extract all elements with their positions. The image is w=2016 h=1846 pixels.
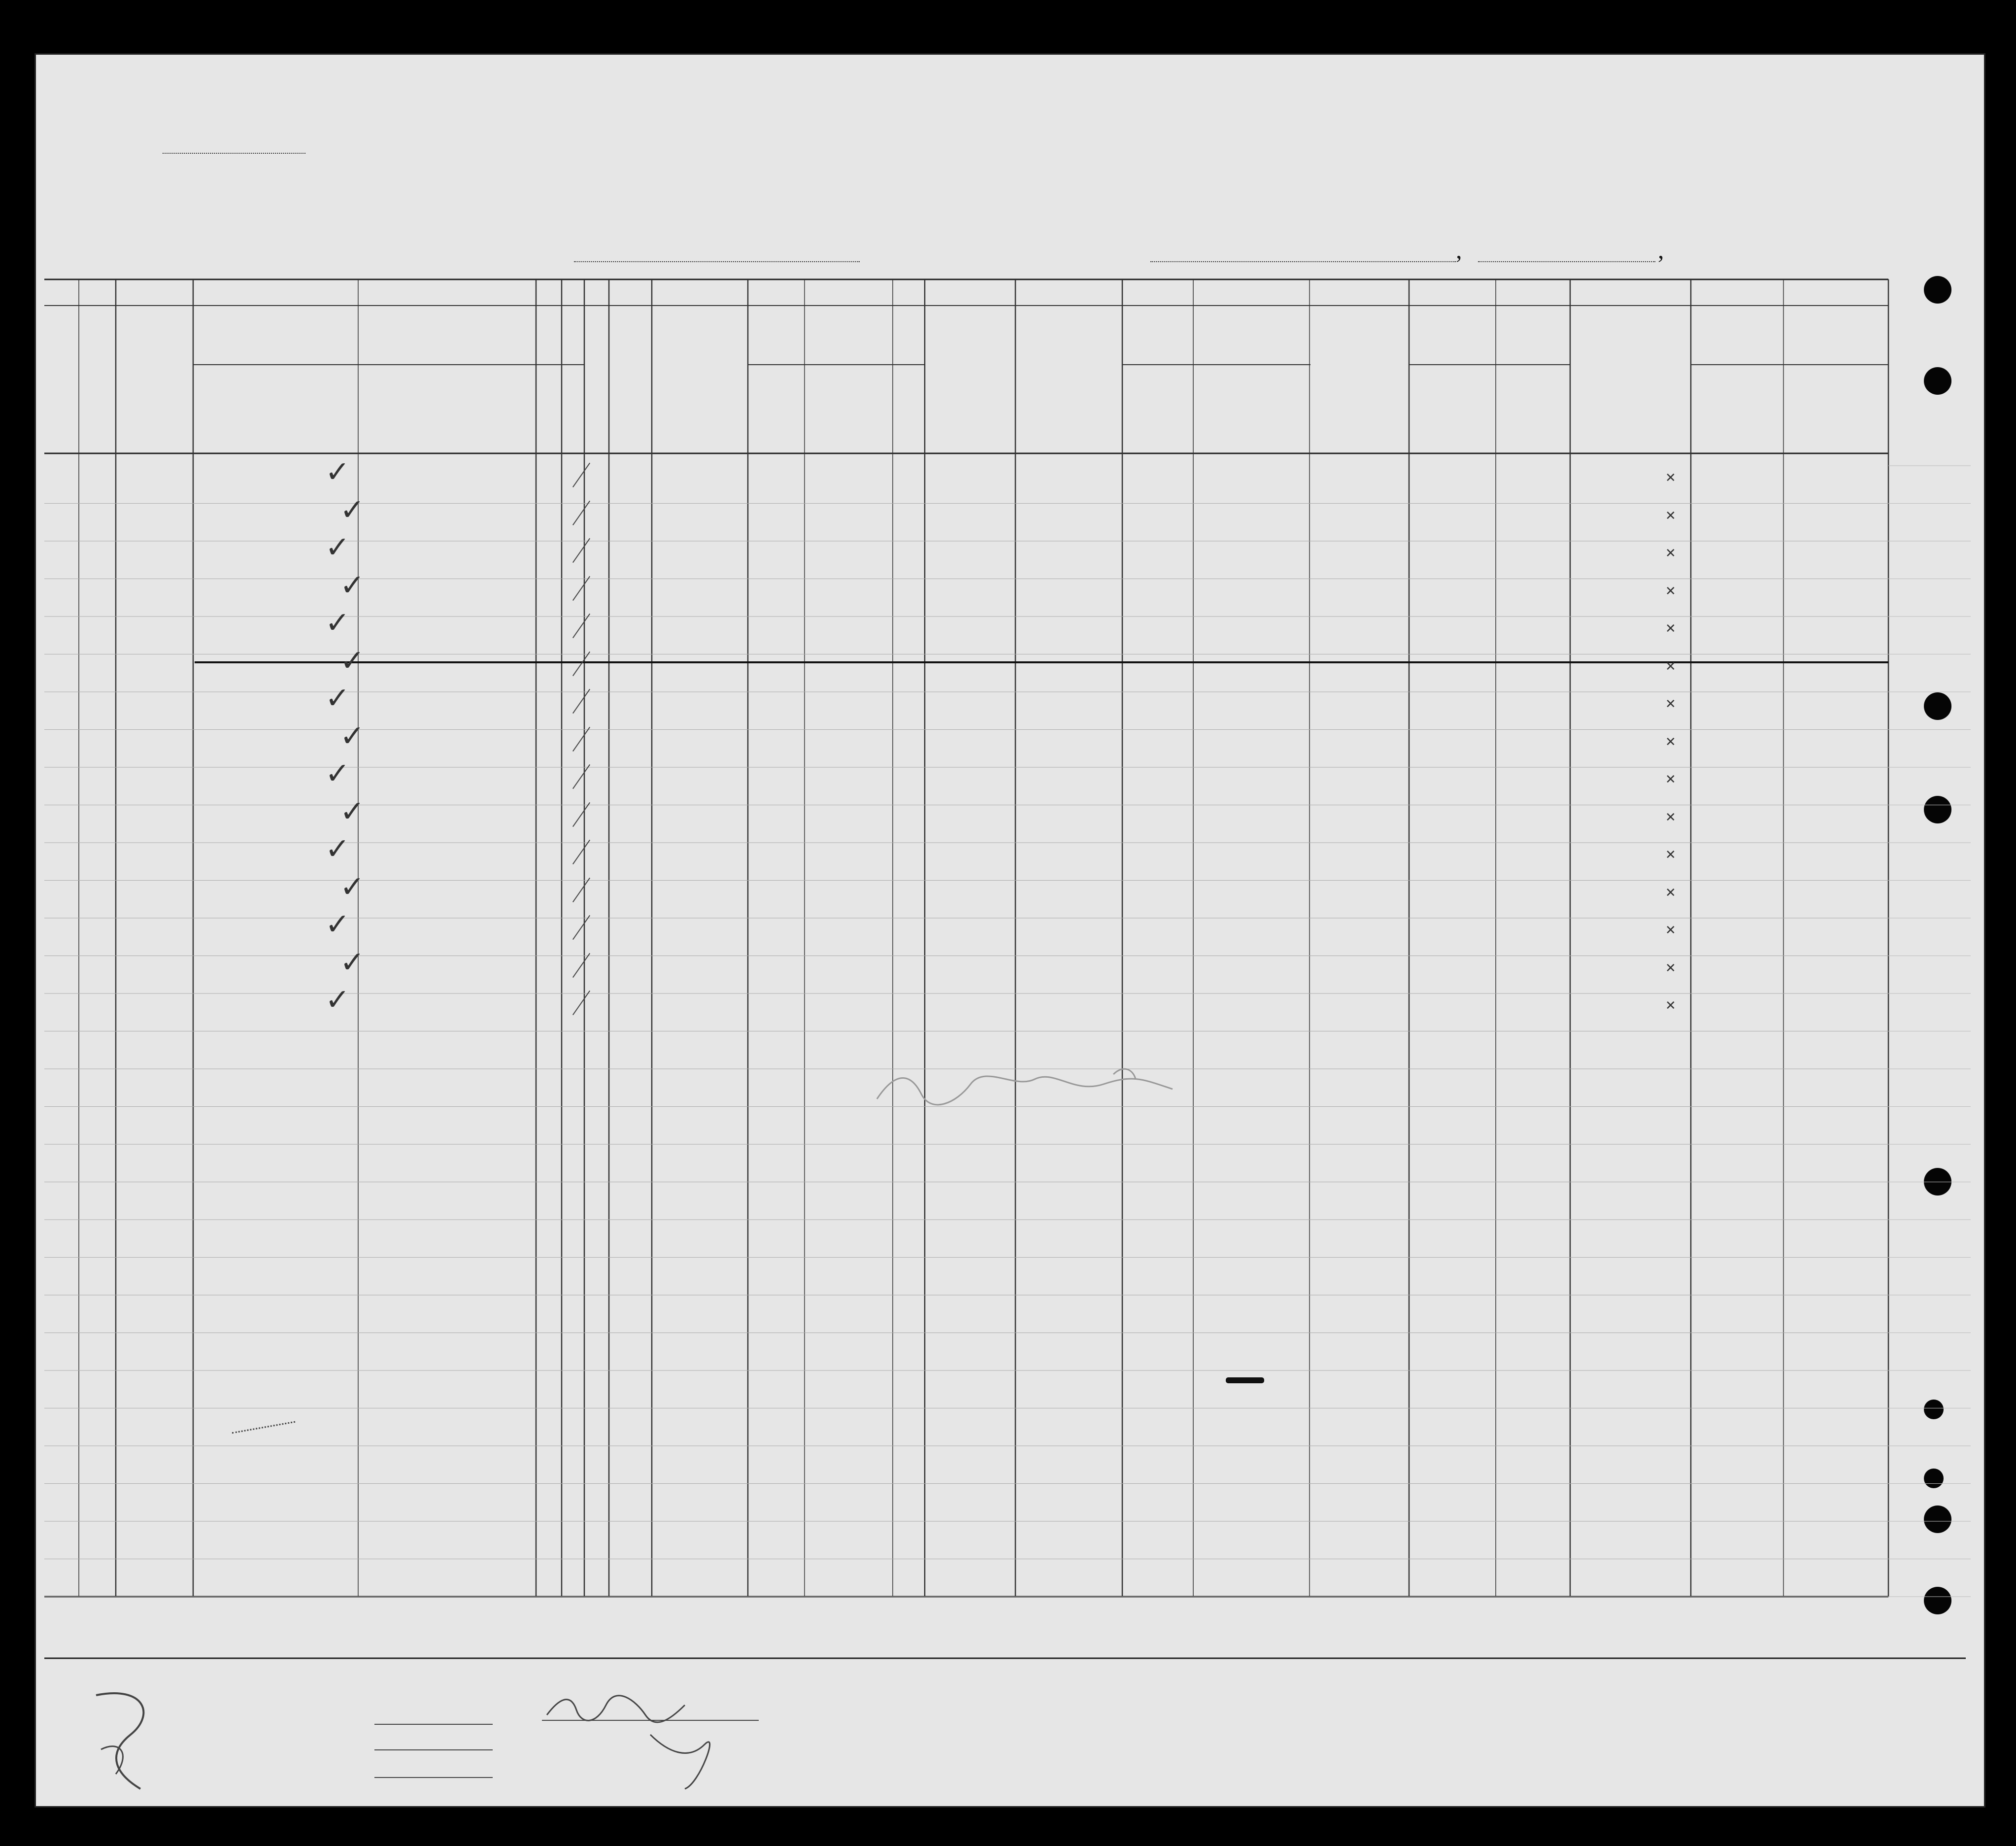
verification-tick-icon: ✕ — [1665, 508, 1676, 523]
comma: , — [1456, 236, 1462, 264]
verification-tick-icon: ✕ — [1665, 772, 1676, 787]
verification-tick-icon: ✕ — [1665, 471, 1676, 485]
verification-tick-icon: ✕ — [1665, 583, 1676, 599]
check-mark-icon: ✓ — [340, 643, 365, 678]
check-mark-icon: ✓ — [340, 794, 365, 829]
us-citizens-line — [374, 1749, 493, 1750]
verification-tick-icon: ✕ — [1665, 734, 1676, 750]
check-mark-icon: ✓ — [325, 983, 350, 1017]
check-mark-icon: ✓ — [340, 869, 365, 904]
purser-signature — [542, 1685, 788, 1804]
check-mark-icon: ✓ — [340, 568, 365, 603]
check-mark-icon: ✓ — [340, 718, 365, 753]
verification-tick-icon: ✕ — [1665, 848, 1676, 862]
check-mark-icon: ✓ — [325, 907, 350, 942]
check-mark-icon: ✓ — [325, 756, 350, 791]
verification-tick-icon: ✕ — [1665, 621, 1676, 636]
verification-tick-icon: ✕ — [1665, 885, 1676, 900]
check-mark-icon: ✓ — [325, 455, 350, 489]
total-passengers-line — [374, 1724, 493, 1725]
verification-tick-icon: ✕ — [1665, 659, 1676, 674]
check-mark-icon: ✓ — [340, 492, 365, 527]
check-mark-icon: ✓ — [325, 606, 350, 640]
verification-tick-icon: ✕ — [1665, 810, 1676, 825]
verification-tick-icon: ✕ — [1665, 998, 1676, 1013]
check-mark-icon: ✓ — [340, 945, 365, 980]
inspector-signature — [867, 1055, 1222, 1124]
margin-scribble — [86, 1675, 165, 1804]
check-mark-icon: ✓ — [325, 530, 350, 565]
verification-tick-icon: ✕ — [1665, 697, 1676, 712]
check-mark-icon: ✓ — [325, 832, 350, 866]
verification-tick-icon: ✕ — [1665, 960, 1676, 976]
aliens-line — [374, 1777, 493, 1778]
check-mark-icon: ✓ — [325, 681, 350, 716]
comma2: , — [1658, 236, 1664, 264]
verification-tick-icon: ✕ — [1665, 923, 1676, 938]
verification-tick-icon: ✕ — [1665, 546, 1676, 561]
stray-mark — [1226, 1377, 1264, 1383]
